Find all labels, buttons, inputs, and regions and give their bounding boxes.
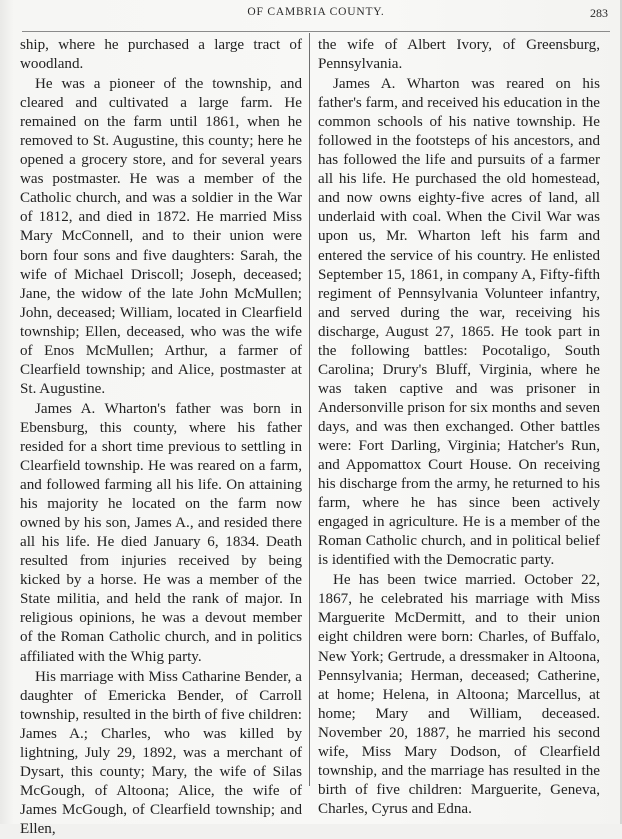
paragraph: James A. Wharton's father was born in Ebensburg, this county, where his father resided for a short time previous to settling in Clearfield township. He was reared on a farm, and followed farming all his life. On attaining his majority he located on the farm now owned by his son, James A., and resided there all his life. He died January 6, 1834. Death resulted from injuries received by being kicked by a horse. He was a member of the State militia, and held the rank of major. In religious opinions, he was a devout member of the Roman Catholic church, and in politics affiliated with the Whig party.: [20, 400, 302, 665]
page-header: [22, 6, 610, 26]
column-divider: [309, 33, 310, 786]
paragraph: His marriage with Miss Catharine Bender, a daughter of Emericka Bender, of Carroll township, resulted in the birth of five children: James A.; Charles, who was killed by lightning, July 29, 1892, was a merchant of Dysart, this county; Mary, the wife of Silas McGough, of Altoona; Alice, the wife of James McGough, of Clearfield township; and Ellen,: [20, 668, 302, 837]
paragraph-continued: ship, where he purchased a large tract of woodland.: [20, 37, 302, 73]
header-rule: [22, 31, 610, 32]
paragraph-continued: the wife of Albert Ivory, of Greensburg, Pennsylvania.: [318, 37, 600, 73]
page-number: 283: [590, 6, 608, 20]
right-column: [318, 36, 600, 819]
left-column: [20, 36, 302, 839]
paragraph: He has been twice married. October 22, 1867, he celebrated his marriage with Miss Marguerite McDermitt, and to their union eight children were born: Charles, of Buffalo, New York; Gertrude, a dressmaker in Altoona, Pennsylvania; Herman, deceased; Catherine, at home; Helena, in Altoona; Marcellus, at home; Mary and William, deceased. November 20, 1887, he married his second wife, Miss Mary Dodson, of Clearfield township, and the marriage has resulted in the birth of five children: Marguerite, Geneva, Charles, Cyrus and Edna.: [318, 572, 600, 817]
paragraph: He was a pioneer of the township, and cleared and cultivated a large farm. He remained on the farm until 1861, when he removed to St. Augustine, this county; here he opened a grocery store, and for several years was postmaster. He was a member of the Catholic church, and was a soldier in the War of 1812, and died in 1872. He married Miss Mary McConnell, and to their union were born four sons and five daughters: Sarah, the wife of Michael Driscoll; Joseph, deceased; Jane, the widow of the late John McMullen; John, deceased; William, located in Clearfield township; Ellen, deceased, who was the wife of Enos McMullen; Arthur, a farmer of Clearfield township; and Alice, postmaster at St. Augustine.: [20, 76, 302, 397]
running-head: OF CAMBRIA COUNTY.: [247, 6, 385, 18]
paragraph: James A. Wharton was reared on his father's farm, and received his education in the common schools of his native township. He followed in the footsteps of his ancestors, and has followed the life and pursuits of a farmer all his life. He purchased the old homestead, and now owns eighty-five acres of land, all underlaid with coal. When the Civil War was upon us, Mr. Wharton left his farm and entered the service of his country. He enlisted September 15, 1861, in company A, Fifty-fifth regiment of Pennsylvania Volunteer infantry, and served during the war, receiving his discharge, August 27, 1865. He took part in the following battles: Pocotaligo, South Carolina; Drury's Bluff, Virginia, where he was taken captive and was prisoner in Andersonville prison for six months and seven days, and was then exchanged. Other battles were: Fort Darling, Virginia; Hatcher's Run, and Appomattox Court House. On receiving his discharge from the army, he returned to his farm, where he has since been actively engaged in agriculture. He is a member of the Roman Catholic church, and in political belief is identified with the Democratic party.: [318, 76, 600, 569]
